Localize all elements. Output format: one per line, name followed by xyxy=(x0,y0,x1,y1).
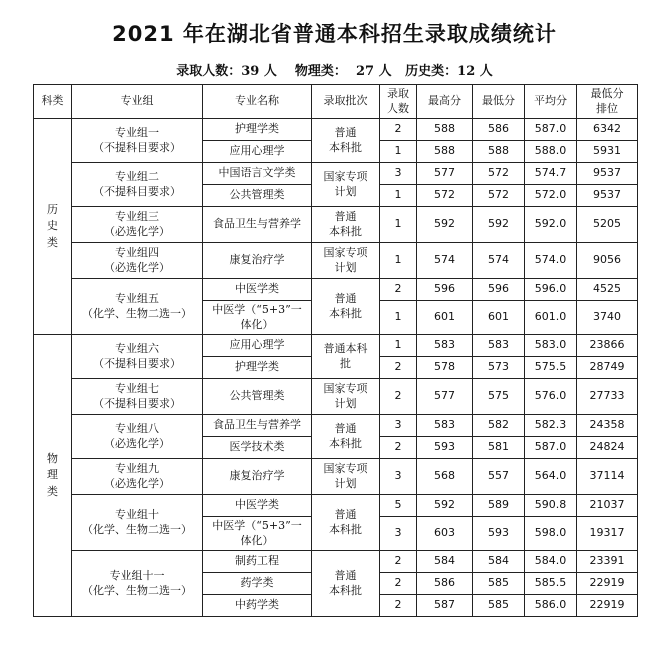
major-cell: 食品卫生与营养学 xyxy=(203,415,312,437)
avg-score-cell: 574.7 xyxy=(525,163,577,185)
min-score-cell: 585 xyxy=(473,573,525,595)
count-header: 录取 人数 xyxy=(380,85,417,119)
batch-header: 录取批次 xyxy=(312,85,380,119)
subject-header: 科类 xyxy=(34,85,72,119)
max-score-cell: 577 xyxy=(417,379,473,415)
min-rank-header: 最低分 排位 xyxy=(577,85,638,119)
avg-score-cell: 588.0 xyxy=(525,141,577,163)
table-row xyxy=(34,119,638,141)
batch-cell: 普通 本科批 xyxy=(312,551,380,617)
subject-cell xyxy=(34,335,72,617)
min-score-cell: 572 xyxy=(473,163,525,185)
batch-cell: 普通 本科批 xyxy=(312,415,380,459)
table-row xyxy=(34,379,638,415)
avg-score-cell: 598.0 xyxy=(525,517,577,551)
min-score-cell: 575 xyxy=(473,379,525,415)
min-rank-cell: 5931 xyxy=(577,141,638,163)
table-row xyxy=(34,207,638,243)
min-rank-cell: 3740 xyxy=(577,301,638,335)
count-cell: 3 xyxy=(380,163,417,185)
min-score-cell: 592 xyxy=(473,207,525,243)
table-row xyxy=(34,415,638,437)
major-header: 专业名称 xyxy=(203,85,312,119)
avg-score-cell: 587.0 xyxy=(525,119,577,141)
major-cell: 中药学类 xyxy=(203,595,312,617)
count-cell: 3 xyxy=(380,415,417,437)
subject-cell xyxy=(34,119,72,335)
min-score-cell: 601 xyxy=(473,301,525,335)
count-cell: 3 xyxy=(380,459,417,495)
count-cell: 2 xyxy=(380,119,417,141)
major-cell: 中医学类 xyxy=(203,495,312,517)
min-score-cell: 586 xyxy=(473,119,525,141)
major-cell: 康复治疗学 xyxy=(203,459,312,495)
min-rank-cell: 22919 xyxy=(577,595,638,617)
avg-score-cell: 596.0 xyxy=(525,279,577,301)
min-rank-cell: 9056 xyxy=(577,243,638,279)
min-rank-cell: 37114 xyxy=(577,459,638,495)
max-score-cell: 592 xyxy=(417,207,473,243)
major-cell: 公共管理类 xyxy=(203,185,312,207)
max-score-cell: 588 xyxy=(417,141,473,163)
table-body xyxy=(34,119,638,617)
max-score-cell: 583 xyxy=(417,415,473,437)
subject-label: 物理类 xyxy=(47,451,58,498)
min-score-cell: 588 xyxy=(473,141,525,163)
count-cell: 1 xyxy=(380,185,417,207)
group-cell: 专业组十 （化学、生物二选一） xyxy=(72,495,203,551)
min-score-cell: 593 xyxy=(473,517,525,551)
major-cell: 中医学（“5+3”一 体化） xyxy=(203,301,312,335)
max-score-header: 最高分 xyxy=(417,85,473,119)
table-header-row xyxy=(34,85,638,119)
count-cell: 1 xyxy=(380,243,417,279)
count-cell: 1 xyxy=(380,141,417,163)
table-row xyxy=(34,279,638,301)
max-score-cell: 584 xyxy=(417,551,473,573)
group-cell: 专业组十一 （化学、生物二选一） xyxy=(72,551,203,617)
min-score-cell: 574 xyxy=(473,243,525,279)
min-rank-cell: 9537 xyxy=(577,185,638,207)
max-score-cell: 593 xyxy=(417,437,473,459)
major-cell: 医学技术类 xyxy=(203,437,312,459)
avg-score-cell: 590.8 xyxy=(525,495,577,517)
max-score-cell: 568 xyxy=(417,459,473,495)
count-cell: 2 xyxy=(380,357,417,379)
subject-label: 历史类 xyxy=(47,202,58,249)
batch-cell: 国家专项 计划 xyxy=(312,163,380,207)
group-cell: 专业组五 （化学、生物二选一） xyxy=(72,279,203,335)
major-cell: 康复治疗学 xyxy=(203,243,312,279)
max-score-cell: 596 xyxy=(417,279,473,301)
major-cell: 应用心理学 xyxy=(203,335,312,357)
min-score-cell: 583 xyxy=(473,335,525,357)
min-rank-cell: 6342 xyxy=(577,119,638,141)
count-cell: 1 xyxy=(380,335,417,357)
avg-score-cell: 586.0 xyxy=(525,595,577,617)
avg-score-cell: 585.5 xyxy=(525,573,577,595)
count-cell: 2 xyxy=(380,551,417,573)
avg-score-cell: 575.5 xyxy=(525,357,577,379)
min-rank-cell: 24358 xyxy=(577,415,638,437)
min-rank-cell: 4525 xyxy=(577,279,638,301)
count-cell: 2 xyxy=(380,379,417,415)
count-cell: 2 xyxy=(380,437,417,459)
min-rank-cell: 9537 xyxy=(577,163,638,185)
avg-score-cell: 587.0 xyxy=(525,437,577,459)
table-row xyxy=(34,495,638,517)
group-cell: 专业组九 （必选化学） xyxy=(72,459,203,495)
min-score-cell: 582 xyxy=(473,415,525,437)
count-cell: 2 xyxy=(380,279,417,301)
max-score-cell: 578 xyxy=(417,357,473,379)
min-score-cell: 573 xyxy=(473,357,525,379)
max-score-cell: 588 xyxy=(417,119,473,141)
table-row xyxy=(34,459,638,495)
major-cell: 药学类 xyxy=(203,573,312,595)
min-rank-cell: 19317 xyxy=(577,517,638,551)
min-score-cell: 585 xyxy=(473,595,525,617)
major-cell: 中医学（“5+3”一 体化） xyxy=(203,517,312,551)
avg-score-cell: 584.0 xyxy=(525,551,577,573)
avg-score-header: 平均分 xyxy=(525,85,577,119)
min-rank-cell: 22919 xyxy=(577,573,638,595)
min-rank-cell: 23391 xyxy=(577,551,638,573)
min-score-header: 最低分 xyxy=(473,85,525,119)
admission-summary: 录取人数：39 人 物理类： 27 人 历史类：12 人 xyxy=(176,64,493,79)
group-cell: 专业组三 （必选化学） xyxy=(72,207,203,243)
count-cell: 5 xyxy=(380,495,417,517)
batch-cell: 国家专项 计划 xyxy=(312,243,380,279)
min-score-cell: 572 xyxy=(473,185,525,207)
group-cell: 专业组一 （不提科目要求） xyxy=(72,119,203,163)
major-cell: 应用心理学 xyxy=(203,141,312,163)
max-score-cell: 586 xyxy=(417,573,473,595)
min-score-cell: 557 xyxy=(473,459,525,495)
max-score-cell: 592 xyxy=(417,495,473,517)
admission-score-table xyxy=(33,84,638,617)
major-cell: 中国语言文学类 xyxy=(203,163,312,185)
group-cell: 专业组八 （必选化学） xyxy=(72,415,203,459)
major-cell: 公共管理类 xyxy=(203,379,312,415)
min-rank-cell: 27733 xyxy=(577,379,638,415)
max-score-cell: 587 xyxy=(417,595,473,617)
group-cell: 专业组二 （不提科目要求） xyxy=(72,163,203,207)
group-header: 专业组 xyxy=(72,85,203,119)
min-score-cell: 584 xyxy=(473,551,525,573)
avg-score-cell: 583.0 xyxy=(525,335,577,357)
min-score-cell: 589 xyxy=(473,495,525,517)
batch-cell: 普通 本科批 xyxy=(312,207,380,243)
avg-score-cell: 564.0 xyxy=(525,459,577,495)
table-row xyxy=(34,243,638,279)
min-score-cell: 596 xyxy=(473,279,525,301)
page-title: 2021 年在湖北省普通本科招生录取成绩统计 xyxy=(112,22,557,46)
avg-score-cell: 601.0 xyxy=(525,301,577,335)
max-score-cell: 601 xyxy=(417,301,473,335)
avg-score-cell: 592.0 xyxy=(525,207,577,243)
count-cell: 2 xyxy=(380,573,417,595)
avg-score-cell: 574.0 xyxy=(525,243,577,279)
avg-score-cell: 576.0 xyxy=(525,379,577,415)
count-cell: 1 xyxy=(380,301,417,335)
max-score-cell: 603 xyxy=(417,517,473,551)
major-cell: 中医学类 xyxy=(203,279,312,301)
min-rank-cell: 21037 xyxy=(577,495,638,517)
batch-cell: 国家专项 计划 xyxy=(312,459,380,495)
table-row xyxy=(34,163,638,185)
major-cell: 食品卫生与营养学 xyxy=(203,207,312,243)
major-cell: 护理学类 xyxy=(203,119,312,141)
group-cell: 专业组七 （不提科目要求） xyxy=(72,379,203,415)
group-cell: 专业组六 （不提科目要求） xyxy=(72,335,203,379)
min-rank-cell: 28749 xyxy=(577,357,638,379)
max-score-cell: 572 xyxy=(417,185,473,207)
count-cell: 1 xyxy=(380,207,417,243)
avg-score-cell: 572.0 xyxy=(525,185,577,207)
min-score-cell: 581 xyxy=(473,437,525,459)
table-row xyxy=(34,551,638,573)
min-rank-cell: 24824 xyxy=(577,437,638,459)
min-rank-cell: 23866 xyxy=(577,335,638,357)
major-cell: 制药工程 xyxy=(203,551,312,573)
max-score-cell: 574 xyxy=(417,243,473,279)
batch-cell: 普通本科 批 xyxy=(312,335,380,379)
table-row xyxy=(34,335,638,357)
group-cell: 专业组四 （必选化学） xyxy=(72,243,203,279)
avg-score-cell: 582.3 xyxy=(525,415,577,437)
max-score-cell: 577 xyxy=(417,163,473,185)
min-rank-cell: 5205 xyxy=(577,207,638,243)
batch-cell: 国家专项 计划 xyxy=(312,379,380,415)
batch-cell: 普通 本科批 xyxy=(312,279,380,335)
count-cell: 2 xyxy=(380,595,417,617)
max-score-cell: 583 xyxy=(417,335,473,357)
batch-cell: 普通 本科批 xyxy=(312,119,380,163)
major-cell: 护理学类 xyxy=(203,357,312,379)
batch-cell: 普通 本科批 xyxy=(312,495,380,551)
count-cell: 3 xyxy=(380,517,417,551)
